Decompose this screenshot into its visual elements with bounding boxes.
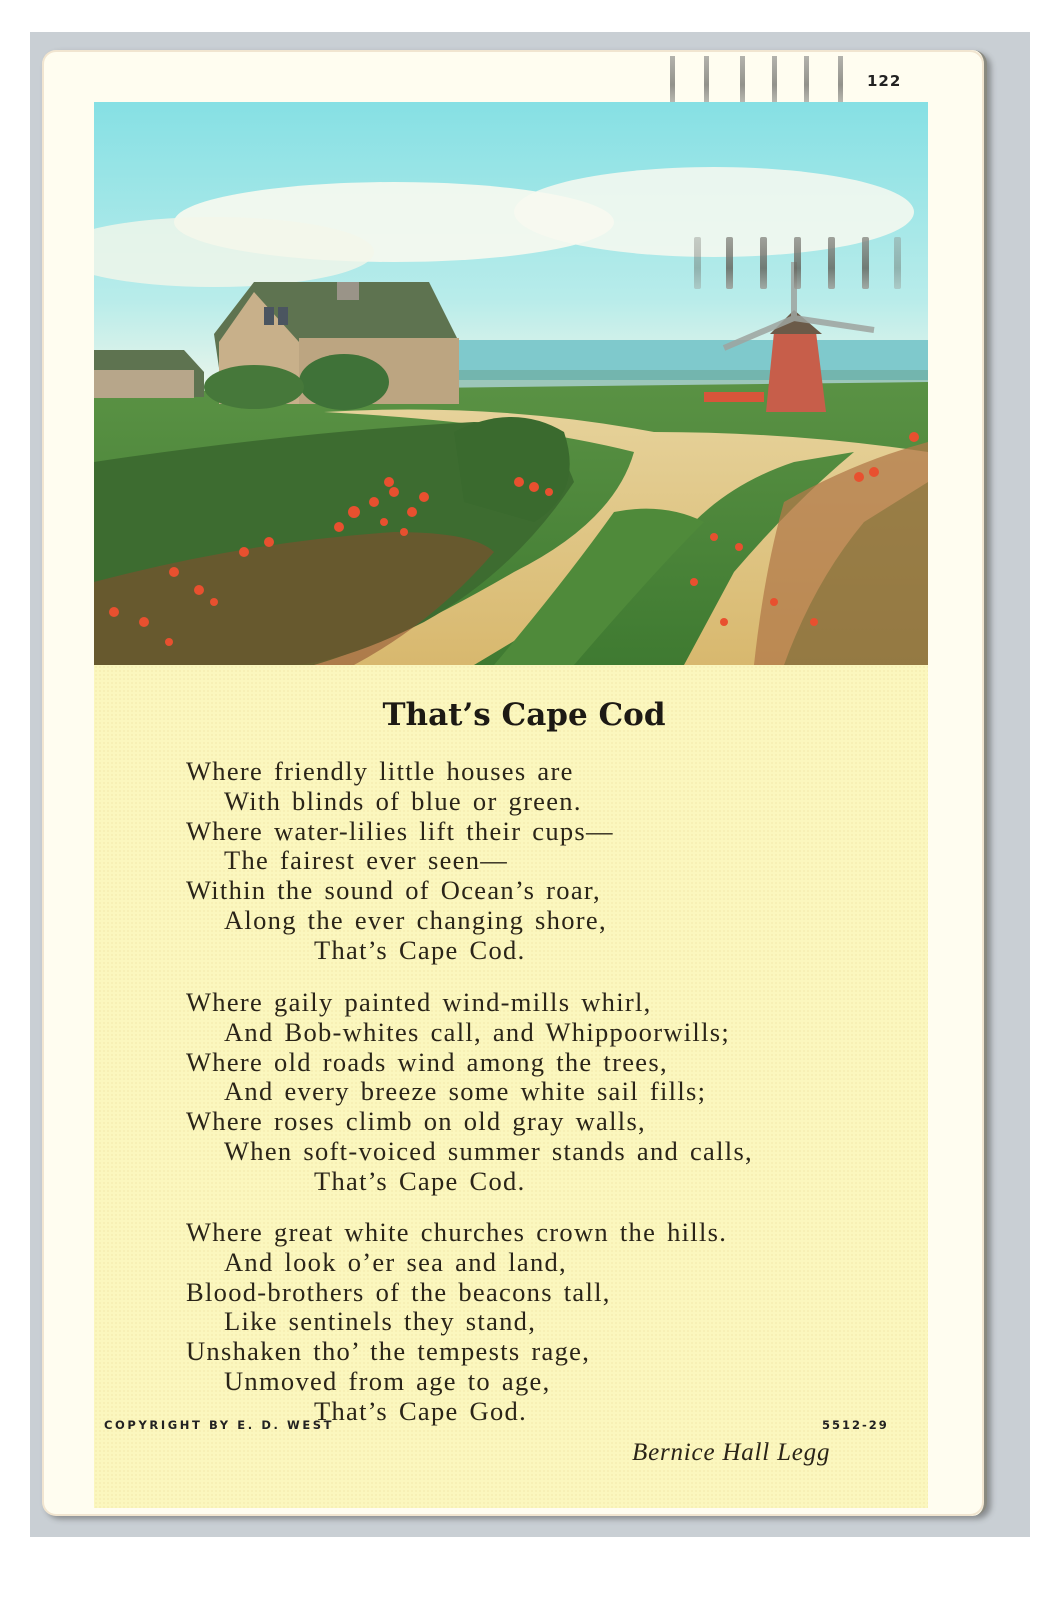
poem-line: Where water-lilies lift their cups— <box>186 815 614 846</box>
postcard <box>42 50 987 1516</box>
poem-title: That’s Cape Cod <box>382 697 666 733</box>
poem-refrain: That’s Cape Cod. <box>314 934 526 965</box>
poem-line: Blood-brothers of the beacons tall, <box>186 1276 611 1307</box>
poem-stanza-2 <box>186 988 753 1197</box>
cape-cod-scene-image <box>94 102 928 665</box>
catalog-number: 5512-29 <box>822 1418 889 1432</box>
poem-line: And look o’er sea and land, <box>224 1246 567 1277</box>
poem-line: Like sentinels they stand, <box>224 1306 537 1337</box>
landscape-illustration <box>94 102 928 665</box>
poem-line: With blinds of blue or green. <box>224 785 582 816</box>
postmark-cancel-lines <box>632 50 872 106</box>
poem-stanza-3 <box>186 1218 727 1427</box>
poem-line: Where gaily painted wind-mills whirl, <box>186 987 652 1017</box>
card-number: 122 <box>867 72 902 90</box>
poem-line: Unshaken tho’ the tempests rage, <box>186 1336 591 1367</box>
postmark-cancel-lines-on-sky <box>694 237 914 297</box>
poem-stanza-1 <box>186 757 614 966</box>
poem-line: Along the ever changing shore, <box>224 904 607 935</box>
poem-line: And every breeze some white sail fills; <box>224 1076 707 1107</box>
poem-line: When soft-voiced summer stands and calls, <box>224 1135 753 1166</box>
poem-line: Where friendly little houses are <box>186 756 574 786</box>
poem-line: Where roses climb on old gray walls, <box>186 1106 646 1137</box>
poem-line: Where old roads wind among the trees, <box>186 1046 668 1077</box>
poem-refrain: That’s Cape God. <box>314 1395 527 1426</box>
poem-line: Where great white churches crown the hills. <box>186 1217 728 1247</box>
poem-line: Within the sound of Ocean’s roar, <box>186 875 601 906</box>
poem-line: The fairest ever seen— <box>224 845 509 876</box>
poem-refrain: That’s Cape Cod. <box>314 1165 526 1196</box>
poem-line: Unmoved from age to age, <box>224 1365 551 1396</box>
poem-line: And Bob-whites call, and Whippoorwills; <box>224 1016 731 1047</box>
copyright-notice: COPYRIGHT BY E. D. WEST <box>104 1418 335 1432</box>
poem-panel <box>94 665 928 1508</box>
author-signature: Bernice Hall Legg <box>632 1439 831 1466</box>
